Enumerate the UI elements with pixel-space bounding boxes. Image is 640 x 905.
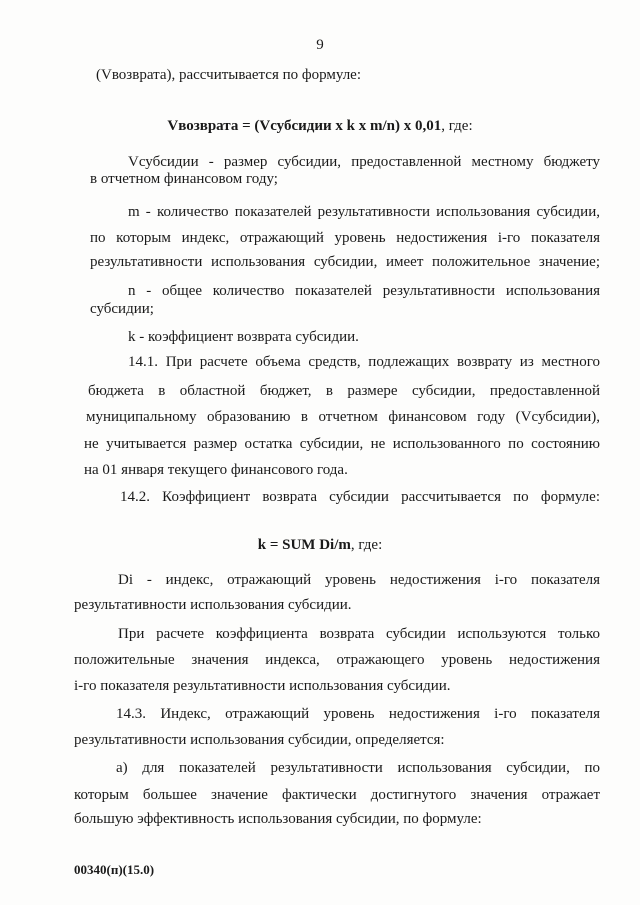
text-line: в отчетном финансовом году; [90,171,278,187]
text-line: Vсубсидии - размер субсидии, предоставленной местному бюджету [128,154,600,170]
text-line: бюджета в областной бюджет, в размере субсидии, предоставленной [88,383,600,399]
text-line: i-го показателя результативности использования субсидии. [74,678,451,694]
text-line: k - коэффициент возврата субсидии. [128,329,359,345]
text-line: не учитывается размер остатка субсидии, не использованного по состоянию [84,436,600,452]
formula-suffix: , где: [350,537,383,553]
text-line: по которым индекс, отражающий уровень недостижения i-го показателя [90,230,600,246]
text-line: результативности использования субсидии, определяется: [74,732,445,748]
document-code: 00340(п)(15.0) [74,862,155,877]
text-line: на 01 января текущего финансового года. [84,462,348,478]
page-number: 9 [316,37,324,53]
text-line: При расчете коэффициента возврата субсидии используются только [118,626,600,642]
text-line: m - количество показателей результативности использования субсидии, [128,204,600,220]
formula-v-return [0,118,640,135]
text-line: большую эффективность использования субсидии, по формуле: [74,811,482,827]
formula-expression: k = SUM Di/m [257,537,351,553]
text-line: результативности использования субсидии, имеет положительное значение; [90,254,600,270]
text-line: муниципальному образованию в отчетном финансовом году (Vсубсидии), [86,409,600,425]
text-line: субсидии; [90,301,154,317]
text-line: (Vвозврата), рассчитывается по формуле: [96,67,362,83]
text-line: положительные значения индекса, отражающего уровень недостижения [74,652,600,668]
text-line: n - общее количество показателей результативности использования [128,283,600,299]
text-line: 14.2. Коэффициент возврата субсидии рассчитывается по формуле: [120,489,600,505]
formula-k [0,537,640,554]
text-line: результативности использования субсидии. [74,597,352,613]
text-line: 14.1. При расчете объема средств, подлежащих возврату из местного [128,354,600,370]
text-line: Di - индекс, отражающий уровень недостижения i-го показателя [118,572,600,588]
text-line: 14.3. Индекс, отражающий уровень недостижения i-го показателя [116,706,600,722]
formula-suffix: , где: [441,118,473,134]
text-line: которым большее значение фактически достигнутого значения отражает [74,787,600,803]
text-line: а) для показателей результативности использования субсидии, по [116,760,600,776]
formula-expression: Vвозврата = (Vсубсидии x k x m/n) x 0,01 [167,118,442,134]
